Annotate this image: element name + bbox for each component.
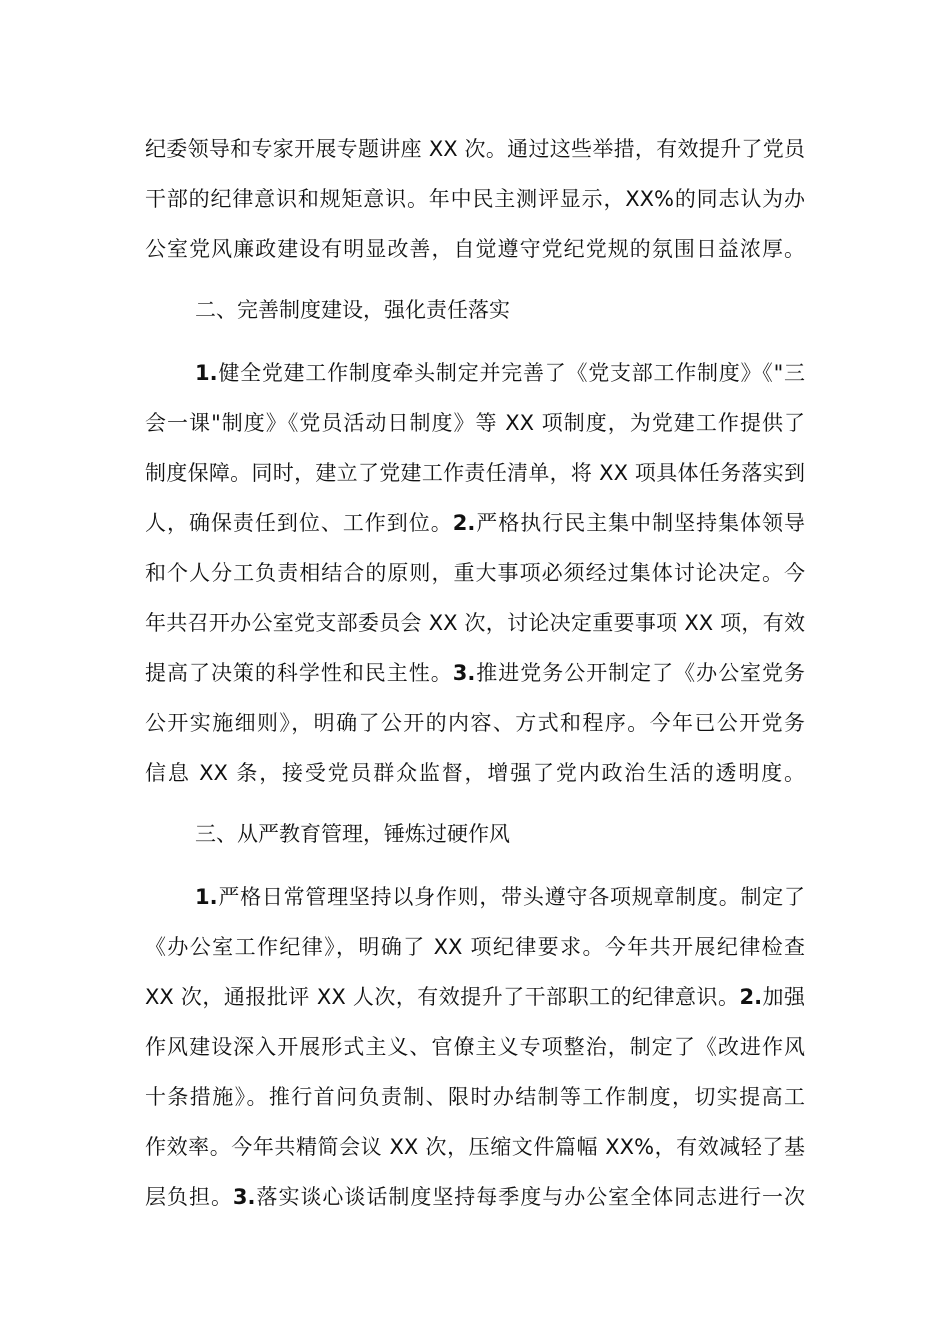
paragraph-line: 公开实施细则》，明确了公开的内容、方式和程序。今年已公开党务 [145, 711, 805, 735]
item-number: 3. [232, 1185, 256, 1209]
item-text: 推进党务公开制定了《办公室党务 [475, 661, 805, 685]
paragraph-line: 和个人分工负责相结合的原则，重大事项必须经过集体讨论决定。今 [145, 561, 805, 585]
item-text: 健全党建工作制度牵头制定并完善了《党支部工作制度》《"三 [217, 361, 805, 385]
section-heading-2: 二、完善制度建设，强化责任落实 [195, 298, 510, 322]
paragraph-line: 纪委领导和专家开展专题讲座 XX 次。通过这些举措，有效提升了党员 [145, 137, 805, 161]
paragraph-line: 信息 XX 条，接受党员群众监督，增强了党内政治生活的透明度。 [145, 761, 805, 785]
paragraph-line [145, 1180, 805, 1214]
item-text: 提高了决策的科学性和民主性。 [145, 661, 453, 685]
item-text: 人，确保责任到位、工作到位。 [145, 511, 453, 535]
paragraph-line: 干部的纪律意识和规矩意识。年中民主测评显示，XX%的同志认为办 [145, 187, 805, 211]
item-text: 落实谈心谈话制度坚持每季度与办公室全体同志进行一次 [255, 1185, 805, 1209]
paragraph-line: 会一课"制度》《党员活动日制度》等 XX 项制度，为党建工作提供了 [145, 411, 805, 435]
item-number: 2. [452, 511, 476, 535]
paragraph-line [195, 880, 805, 914]
item-text: 严格执行民主集中制坚持集体领导 [475, 511, 805, 535]
paragraph-line [145, 656, 805, 690]
paragraph-line [195, 356, 805, 390]
item-number: 1. [195, 361, 218, 385]
item-number: 2. [739, 985, 763, 1009]
item-number: 3. [452, 661, 476, 685]
item-number: 1. [195, 885, 218, 909]
paragraph-line: 作效率。今年共精简会议 XX 次，压缩文件篇幅 XX%，有效减轻了基 [145, 1135, 805, 1159]
item-text: 加强 [762, 985, 805, 1009]
paragraph-line [145, 506, 805, 540]
paragraph-line: 《办公室工作纪律》，明确了 XX 项纪律要求。今年共开展纪律检查 [145, 935, 805, 959]
paragraph-line: 制度保障。同时，建立了党建工作责任清单，将 XX 项具体任务落实到 [145, 461, 805, 485]
item-text: 层负担。 [145, 1185, 233, 1209]
paragraph-line: 年共召开办公室党支部委员会 XX 次，讨论决定重要事项 XX 项，有效 [145, 611, 805, 635]
paragraph-line [145, 980, 805, 1014]
paragraph-line: 十条措施》。推行首问负责制、限时办结制等工作制度，切实提高工 [145, 1085, 805, 1109]
item-text: 严格日常管理坚持以身作则，带头遵守各项规章制度。制定了 [217, 885, 805, 909]
paragraph-line: 作风建设深入开展形式主义、官僚主义专项整治，制定了《改进作风 [145, 1035, 805, 1059]
item-text: XX 次，通报批评 XX 人次，有效提升了干部职工的纪律意识。 [145, 985, 740, 1009]
paragraph-line: 公室党风廉政建设有明显改善，自觉遵守党纪党规的氛围日益浓厚。 [145, 237, 805, 261]
section-heading-3: 三、从严教育管理，锤炼过硬作风 [195, 822, 510, 846]
